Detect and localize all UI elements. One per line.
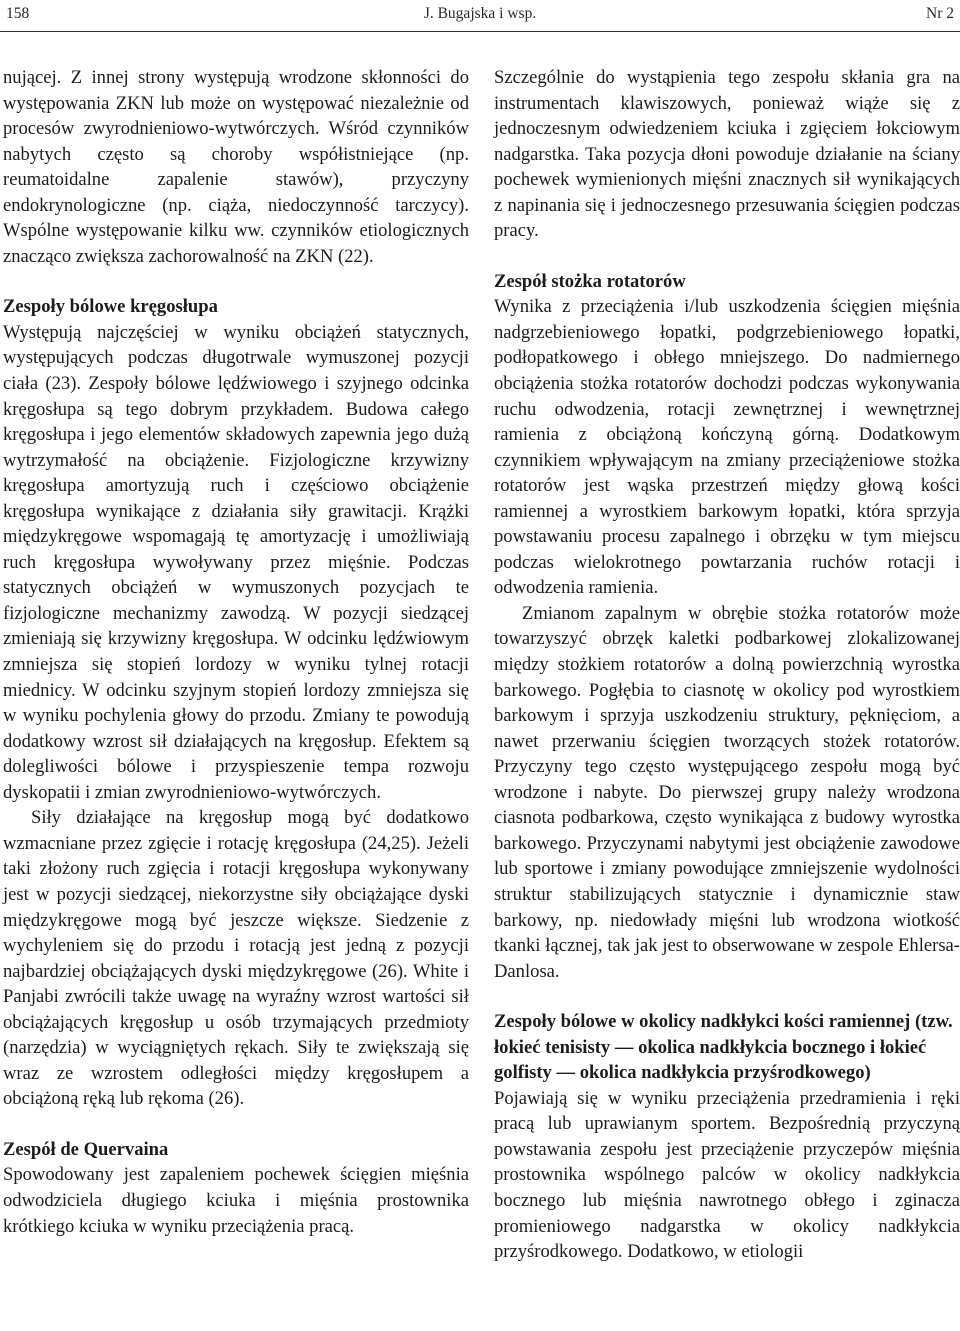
paragraph-spine-forces: Siły działające na kręgosłup mogą być dodatkowo wzmacniane przez zgięcie i rotację kręgosłupa (24,25). Jeżeli taki złożony ruch zgięcia i rotacji kręgosłupa wykonywany jest w pozycji siedzącej, niekorzystne siły obciążające dyski międzykręgowe mogą być jeszcze większe. Siedzenie z wychyleniem się do przodu i rotacją jest jedną z pozycji najbardziej obciążających dyski międzykręgowe (26). White i Panjabi zwrócili także uwagę na wyraźny wzrost wartości sił obciążających kręgosłup u osób trzymających przedmioty (narzędzia) w wyciągniętych rękach. Siły te zwiększają się wraz ze wzrostem odległości między kręgosłupem a obciążoną ręką lub rękoma (26). bbox=[3, 807, 469, 1110]
paragraph-rotator-inflammation: Zmianom zapalnym w obrębie stożka rotatorów może towarzyszyć obrzęk kaletki podbarkowej zlokalizowanej między stożkiem rotatorów a dolną powierzchnią wyrostka barkowego. Pogłębia to ciasnotę w okolicy pod wyrostkiem barkowym i sprzyja uszkodzeniu struktury, pęknięciom, a nawet przerwaniu ścięgien tworzących stożek rotatorów. Przyczyny tego często występującego zespołu mogą być wrodzone i nabyte. Do pierwszej grupy należy wrodzona ciasnota podbarkowa, często wynikająca z budowy wyrostka barkowego. Przyczynami nabytymi jest obciążenie zawodowe lub sportowe i zmiany powodujące zmniejszenie wydolności struktur stabilizujących statycznie i dynamicznie staw barkowy, np. niedowłady mięśni lub wrodzona wiotkość tkanki łącznej, tak jak jest to obserwowane w zespole Ehlersa-Danlosa. bbox=[494, 602, 960, 982]
header-rule bbox=[0, 31, 960, 32]
issue-number: Nr 2 bbox=[926, 5, 954, 22]
left-column bbox=[3, 65, 469, 1239]
paragraph-continuation: nującej. Z innej strony występują wrodzone skłonności do występowania ZKN lub może on występować niezależnie od procesów zwyrodnieniowo-wytwórczych. Wśród czynników nabytych często są choroby współistniejące (np. reumatoidalne zapalenie stawów), przyczyny endokrynologiczne (np. ciąża, niedoczynność tarczycy). Wspólne występowanie kilku ww. czynników etiologicznych znacząco zwiększa zachorowalność na ZKN (22). bbox=[3, 67, 469, 267]
page-number: 158 bbox=[6, 5, 30, 22]
section-heading-rotator-cuff: Zespół stożka rotatorów bbox=[494, 270, 686, 292]
running-authors: J. Bugajska i wsp. bbox=[423, 5, 537, 22]
right-column bbox=[494, 65, 960, 1265]
running-header bbox=[0, 0, 960, 28]
section-heading-epicondyle: Zespoły bólowe w okolicy nadkłykci kości ramiennej (tzw. łokieć tenisisty — okolica nadkłykcia bocznego i łokieć golfisty — okolica nadkłykcia przyśrodkowego) bbox=[494, 1011, 953, 1084]
paragraph-de-quervain: Spowodowany jest zapaleniem pochewek ścięgien mięśnia odwodziciela długiego kciuka i mięśnia prostownika krótkiego kciuka w wyniku przeciążenia pracą. bbox=[3, 1164, 469, 1237]
section-heading-de-quervain: Zespół de Quervaina bbox=[3, 1138, 169, 1160]
section-heading-spine-pain: Zespoły bólowe kręgosłupa bbox=[3, 296, 218, 318]
paragraph-spine-pain: Występują najczęściej w wyniku obciążeń statycznych, występujących podczas długotrwale wymuszonej pozycji ciała (23). Zespoły bólowe lędźwiowego i szyjnego odcinka kręgosłupa są tego dobrym przykładem. Budowa całego kręgosłupa i jego elementów składowych zapewnia jego dużą wytrzymałość na obciążenie. Fizjologiczne krzywizny kręgosłupa amortyzują ruch i częściowo obciążenie kręgosłupa wynikające z działania siły grawitacji. Krążki międzykręgowe wspomagają tę amortyzację i umożliwiają ruch kręgosłupa wywoływany przez mięśnie. Podczas statycznych obciążeń w wymuszonych pozycjach te fizjologiczne mechanizmy zawodzą. W pozycji siedzącej zmieniają się krzywizny kręgosłupa. W odcinku lędźwiowym zmniejsza się stopień lordozy w wyniku tylnej rotacji miednicy. W odcinku szyjnym stopień lordozy zmniejsza się w wyniku pochylenia głowy do przodu. Zmiany te powodują dodatkowy wzrost sił działających na kręgosłup. Efektem są dolegliwości bólowe i przyspieszenie tempa rozwoju dyskopatii i zmian zwyrodnieniowo-wytwórczych. bbox=[3, 321, 469, 803]
paragraph-quervain-continuation: Szczególnie do wystąpienia tego zespołu skłania gra na instrumentach klawiszowych, ponieważ wiąże się z jednoczesnym odwiedzeniem kciuka i zgięciem łokciowym nadgarstka. Taka pozycja dłoni powoduje działanie na ściany pochewek wymienionych mięśni znacznych sił wynikających z napinania się i jednoczesnego przesuwania ścięgien podczas pracy. bbox=[494, 67, 960, 242]
paragraph-rotator-cuff: Wynika z przeciążenia i/lub uszkodzenia ścięgien mięśnia nadgrzebieniowego łopatki, podgrzebieniowego łopatki, podłopatkowego i obłego mniejszego. Do nadmiernego obciążenia stożka rotatorów dochodzi podczas wykonywania ruchu odwodzenia, rotacji zewnętrznej i wewnętrznej ramienia z obciążoną kończyną górną. Dodatkowym czynnikiem wpływającym na zmiany przeciążeniowe stożka rotatorów jest wąska przestrzeń między głową kości ramiennej a wyrostkiem barkowym łopatki, która sprzyja powstawaniu procesu zapalnego i obrzęku w tym miejscu podczas wielokrotnego powtarzania ruchów rotacji i odwodzenia ramienia. bbox=[494, 296, 960, 599]
paragraph-epicondyle: Pojawiają się w wyniku przeciążenia przedramienia i ręki pracą lub uprawianym sportem. Bezpośrednią przyczyną powstawania zespołu jest przeciążenie przyczepów mięśnia prostownika wspólnego palców w okolicy nadkłykcia bocznego lub mięśnia nawrotnego obłego i zginacza promieniowego nadgarstka w okolicy nadkłykcia przyśrodkowego. Dodatkowo, w etiologii bbox=[494, 1087, 960, 1263]
